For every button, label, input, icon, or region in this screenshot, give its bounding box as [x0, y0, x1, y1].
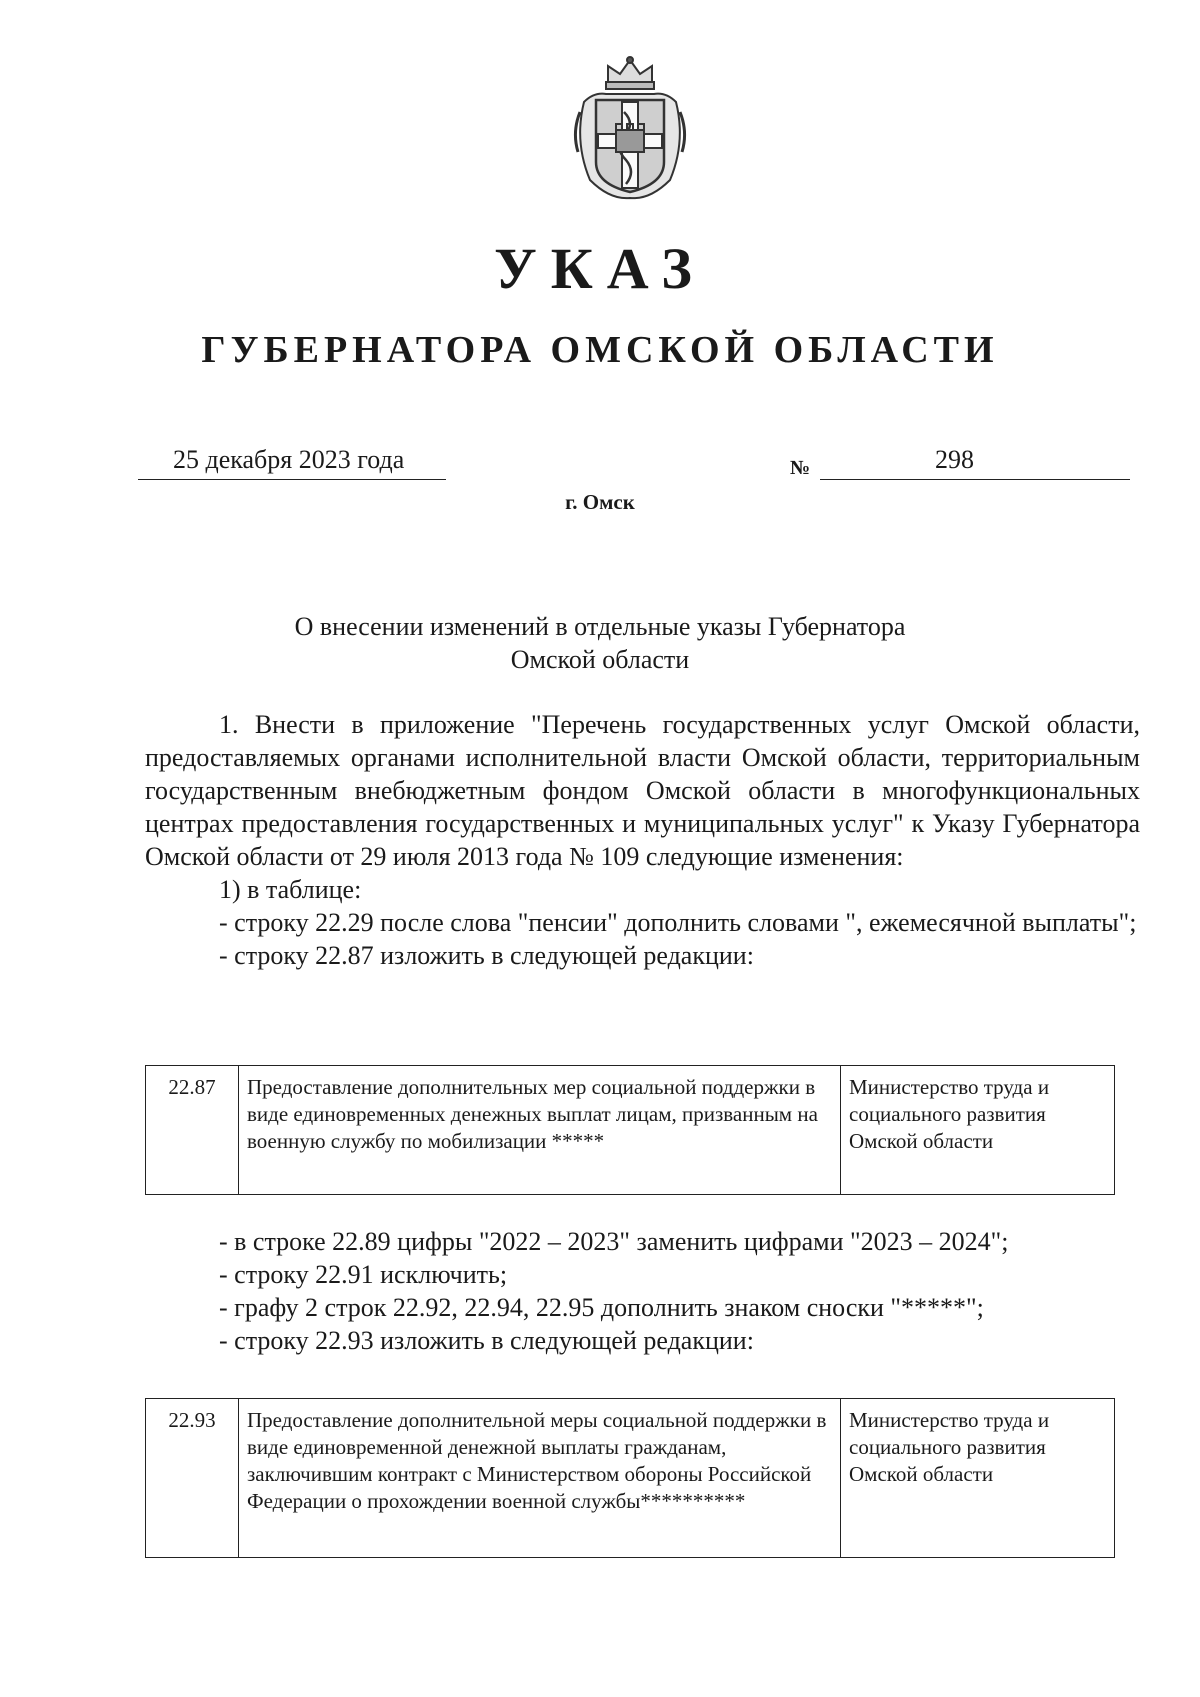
table-row-22-87 [145, 1065, 1115, 1195]
paragraph-4: - строку 22.87 изложить в следующей редакции: [219, 941, 754, 970]
decree-subtitle: ГУБЕРНАТОРА ОМСКОЙ ОБЛАСТИ [201, 329, 999, 371]
document-heading [0, 610, 1200, 676]
paragraph-3: - строку 22.29 после слова "пенсии" дополнить словами ", ежемесячной выплаты"; [219, 908, 1137, 937]
service-name: Предоставление дополнительных мер социальной поддержки в виде единовременных денежных выплат лицам, призванным на военную службу по мобилизации ***** [239, 1066, 841, 1195]
heading-line-1: О внесении изменений в отдельные указы Губернатора [294, 612, 906, 641]
decree-city: г. Омск [565, 490, 635, 514]
body-block-1 [145, 708, 1140, 972]
paragraph-8: - строку 22.93 изложить в следующей редакции: [219, 1326, 754, 1355]
decree-number-label: № [790, 457, 811, 479]
decree-number: 298 [935, 445, 974, 474]
paragraph-2: 1) в таблице: [219, 875, 362, 904]
paragraph-6: - строку 22.91 исключить; [219, 1260, 508, 1289]
coat-of-arms-emblem [570, 52, 690, 202]
authority-name: Министерство труда и социального развития Омской области [841, 1399, 1115, 1558]
paragraph-1: 1. Внести в приложение "Перечень государственных услуг Омской области, предоставляемых органами исполнительной власти Омской области, территориальным государственным внебюджетным фондом Омской области в многофункциональных центрах предоставления государственных и муниципальных услуг" к Указу Губернатора Омской области от 29 июля 2013 года № 109 следующие изменения: [145, 710, 1140, 871]
heading-line-2: Омской области [510, 645, 690, 674]
decree-number-field [820, 445, 1130, 480]
decree-date-field [138, 445, 446, 480]
table-row-22-93 [145, 1398, 1115, 1558]
service-name: Предоставление дополнительной меры социальной поддержки в виде единовременной денежной выплаты гражданам, заключившим контракт с Министерством обороны Российской Федерации о прохождении военной службы********** [239, 1399, 841, 1558]
authority-name: Министерство труда и социального развития Омской области [841, 1066, 1115, 1195]
row-number: 22.93 [146, 1399, 239, 1558]
decree-date: 25 декабря 2023 года [173, 445, 405, 474]
decree-title: УКАЗ [494, 236, 706, 301]
body-block-2 [145, 1225, 1140, 1357]
row-number: 22.87 [146, 1066, 239, 1195]
paragraph-5: - в строке 22.89 цифры "2022 – 2023" заменить цифрами "2023 – 2024"; [219, 1227, 1009, 1256]
paragraph-7: - графу 2 строк 22.92, 22.94, 22.95 дополнить знаком сноски "*****"; [219, 1293, 984, 1322]
